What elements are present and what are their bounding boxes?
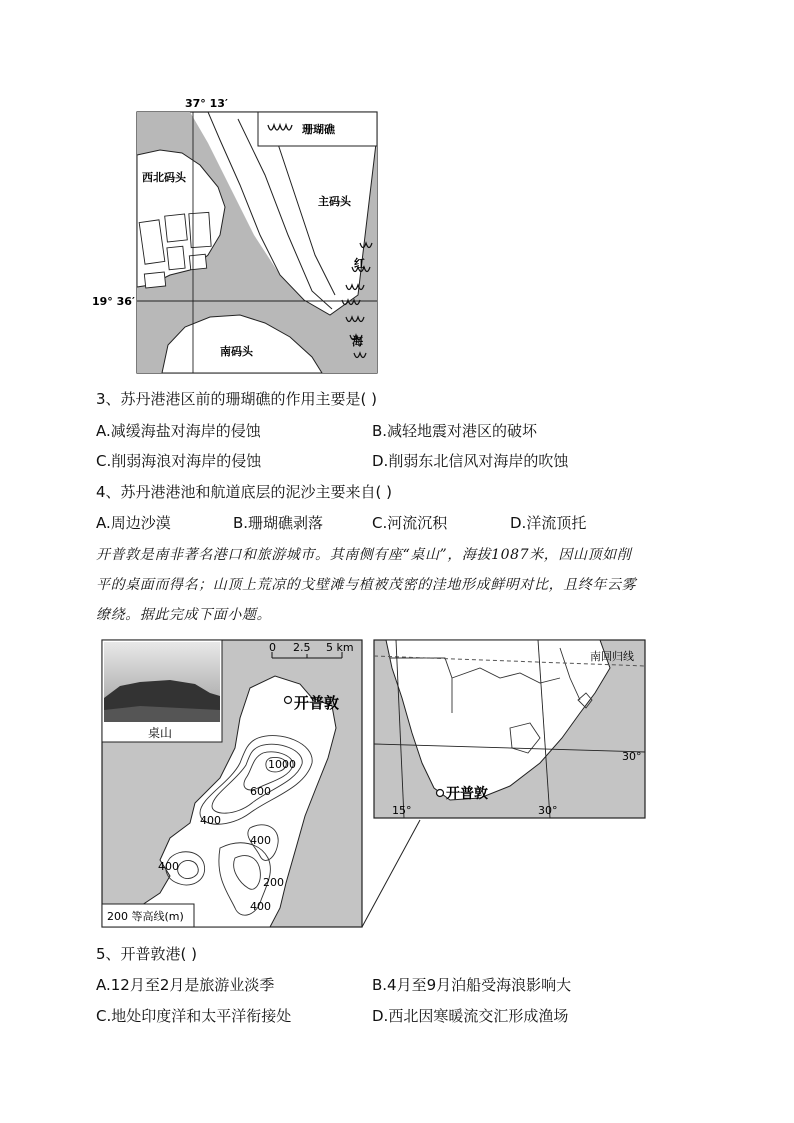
q5-option-b[interactable]: B.4月至9月泊船受海浪影响大 [372,976,572,994]
q5-stem: 5、开普敦港( ) [96,945,198,963]
contour-legend: 200 等高线(m) [107,910,184,923]
scale-label-end: 5 km [326,641,354,654]
red-sea-char-2: 海 [352,335,363,348]
contour-label-400-c: 400 [158,860,179,873]
q4-option-a[interactable]: A.周边沙漠 [96,514,171,532]
q5-option-c[interactable]: C.地处印度洋和太平洋衔接处 [96,1007,292,1025]
lon-30-label: 30° [538,804,558,817]
q4-stem: 4、苏丹港港池和航道底层的泥沙主要来自( ) [96,483,393,501]
q3-option-d[interactable]: D.削弱东北信风对海岸的吹蚀 [372,452,569,470]
south-wharf-label: 南码头 [220,345,253,358]
contour-label-400-a: 400 [200,814,221,827]
city-label: 开普敦 [294,694,340,712]
city-marker-2-icon [437,790,444,797]
q3-stem: 3、苏丹港港区前的珊瑚礁的作用主要是( ) [96,390,378,408]
contour-label-600: 600 [250,785,271,798]
cape-town-map [100,638,648,930]
q5-option-d[interactable]: D.西北因寒暖流交汇形成渔场 [372,1007,569,1025]
contour-label-200: 200 [263,876,284,889]
lon-15-label: 15° [392,804,412,817]
photo-caption: 桌山 [148,726,173,740]
scale-label-0: 0 [269,641,276,654]
q3-option-a[interactable]: A.减缓海盐对海岸的侵蚀 [96,422,261,440]
city-marker-icon [285,697,292,704]
port-sudan-map [90,95,390,380]
contour-label-400-b: 400 [250,834,271,847]
legend-coral-label: 珊瑚礁 [302,123,335,136]
nw-wharf-label: 西北码头 [142,171,186,184]
contour-label-1000: 1000 [268,758,296,771]
contour-label-400-d: 400 [250,900,271,913]
q3-option-c[interactable]: C.削弱海浪对海岸的侵蚀 [96,452,262,470]
red-sea-char-1: 红 [354,257,365,270]
q3-option-b[interactable]: B.减轻地震对港区的破坏 [372,422,538,440]
latitude-label: 19° 36′ [92,295,135,308]
q4-option-b[interactable]: B.珊瑚礁剥落 [233,514,324,532]
city-label-2: 开普敦 [446,786,488,802]
intro-line-3: 缭绕。据此完成下面小题。 [96,607,272,623]
intro-line-1: 开普敦是南非著名港口和旅游城市。其南侧有座“桌山”，海拔1087米，因山顶如削 [96,547,632,563]
q5-option-a[interactable]: A.12月至2月是旅游业淡季 [96,976,275,994]
q4-option-d[interactable]: D.洋流顶托 [510,514,587,532]
tropic-label: 南回归线 [590,650,634,663]
main-wharf-label: 主码头 [318,195,351,208]
q4-option-c[interactable]: C.河流沉积 [372,514,448,532]
longitude-label: 37° 13′ [185,97,228,110]
scale-label-mid: 2.5 [293,641,311,654]
lat-30-label: 30° [622,750,642,763]
intro-line-2: 平的桌面而得名；山顶上荒凉的戈壁滩与植被茂密的洼地形成鲜明对比，且终年云雾 [96,577,637,593]
